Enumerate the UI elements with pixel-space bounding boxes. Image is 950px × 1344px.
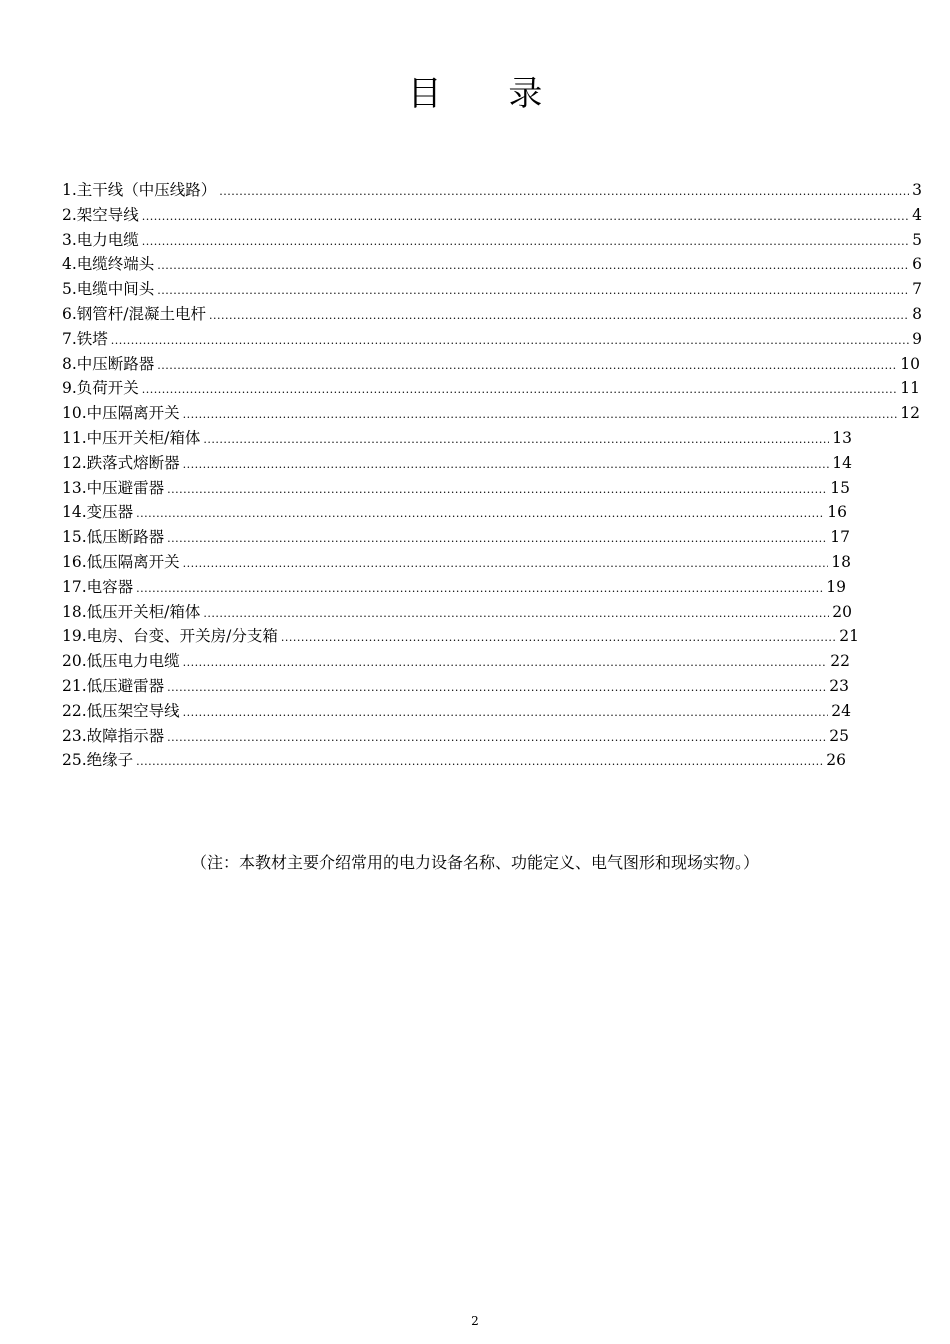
toc-entry[interactable] [62, 178, 922, 203]
page-number: 2 [471, 1314, 479, 1328]
toc-label: 10.中压隔离开关 [62, 404, 180, 423]
toc-label: 22.低压架空导线 [62, 701, 180, 720]
toc-label: 4.电缆终端头 [62, 255, 155, 274]
toc-page-number: 21 [839, 627, 859, 646]
toc-page-number: 20 [832, 602, 852, 621]
toc-label: 18.低压开关柜/箱体 [62, 602, 201, 621]
toc-label: 5.电缆中间头 [62, 280, 155, 299]
toc-label: 3.电力电缆 [62, 230, 139, 249]
toc-leader-dots [136, 750, 823, 775]
toc-leader-dots [167, 726, 826, 751]
toc-label: 15.低压断路器 [62, 528, 165, 547]
toc-entry[interactable] [62, 550, 851, 575]
toc-label: 14.变压器 [62, 503, 134, 522]
toc-page-number: 10 [900, 354, 920, 373]
toc-leader-dots [167, 676, 826, 701]
toc-page-number: 14 [832, 453, 852, 472]
toc-leader-dots [183, 403, 898, 428]
toc-label: 11.中压开关柜/箱体 [62, 428, 201, 447]
toc-entry[interactable] [62, 748, 846, 773]
toc-entry[interactable] [62, 252, 922, 277]
toc-entry[interactable] [62, 476, 850, 501]
toc-entry[interactable] [62, 674, 849, 699]
toc-page-number: 25 [829, 726, 849, 745]
toc-page-number: 7 [912, 280, 922, 299]
toc-leader-dots [142, 205, 909, 230]
toc-entry[interactable] [62, 327, 922, 352]
toc-leader-dots [183, 552, 829, 577]
toc-leader-dots [203, 602, 829, 627]
toc-entry[interactable] [62, 575, 846, 600]
toc-leader-dots [136, 502, 824, 527]
toc-leader-dots [209, 304, 909, 329]
toc-entry[interactable] [62, 352, 920, 377]
toc-page-number: 3 [912, 181, 922, 199]
toc-label: 23.故障指示器 [62, 726, 165, 745]
toc-page-number: 23 [829, 676, 849, 695]
toc-entry[interactable] [62, 203, 922, 228]
toc-leader-dots [183, 651, 828, 676]
toc-leader-dots [142, 378, 897, 403]
toc-leader-dots [203, 428, 829, 453]
toc-entry[interactable] [62, 649, 850, 674]
footnote: （注：本教材主要介绍常用的电力设备名称、功能定义、电气图形和现场实物。） [190, 853, 759, 872]
toc-page-number: 18 [831, 552, 851, 571]
toc-page-number: 5 [912, 230, 922, 249]
toc-entry[interactable] [62, 500, 847, 525]
toc-label: 8.中压断路器 [62, 354, 155, 373]
toc-leader-dots [142, 230, 909, 255]
toc-entry[interactable] [62, 699, 851, 724]
toc-label: 13.中压避雷器 [62, 478, 165, 497]
toc-label: 7.铁塔 [62, 329, 108, 348]
toc-page-number: 17 [830, 528, 850, 547]
page-title: 目 录 [407, 74, 571, 114]
toc-label: 6.钢管杆/混凝土电杆 [62, 304, 207, 323]
toc-leader-dots [167, 527, 827, 552]
toc-label: 12.跌落式熔断器 [62, 453, 180, 472]
toc-label: 19.电房、台变、开关房/分支箱 [62, 627, 278, 646]
toc-entry[interactable] [62, 426, 852, 451]
toc-label: 16.低压隔离开关 [62, 552, 180, 571]
toc-entry[interactable] [62, 451, 852, 476]
toc-entry[interactable] [62, 525, 850, 550]
toc-entry[interactable] [62, 401, 920, 426]
toc-label: 1.主干线（中压线路） [62, 181, 217, 199]
toc-page-number: 22 [830, 652, 850, 671]
toc-page-number: 15 [830, 478, 850, 497]
toc-page-number: 24 [831, 701, 851, 720]
toc-page-number: 4 [912, 205, 922, 224]
toc-label: 21.低压避雷器 [62, 676, 165, 695]
toc-page-number: 8 [912, 304, 922, 323]
toc-leader-dots [167, 478, 827, 503]
toc-label: 25.绝缘子 [62, 751, 134, 770]
toc-leader-dots [183, 701, 829, 726]
toc-entry[interactable] [62, 600, 852, 625]
toc-label: 2.架空导线 [62, 205, 139, 224]
toc-leader-dots [281, 626, 836, 651]
toc-leader-dots [111, 329, 909, 354]
table-of-contents [62, 178, 922, 773]
toc-page-number: 13 [832, 428, 852, 447]
toc-label: 20.低压电力电缆 [62, 652, 180, 671]
toc-page-number: 9 [912, 329, 922, 348]
toc-page-number: 6 [912, 255, 922, 274]
toc-entry[interactable] [62, 277, 922, 302]
toc-label: 9.负荷开关 [62, 379, 139, 398]
toc-page-number: 11 [900, 379, 920, 398]
toc-leader-dots [136, 577, 823, 602]
toc-leader-dots [183, 453, 830, 478]
toc-page-number: 26 [826, 751, 846, 770]
toc-label: 17.电容器 [62, 577, 134, 596]
toc-page-number: 12 [900, 404, 920, 423]
toc-leader-dots [219, 180, 909, 205]
toc-leader-dots [157, 354, 897, 379]
toc-leader-dots [157, 279, 909, 304]
toc-entry[interactable] [62, 228, 922, 253]
toc-entry[interactable] [62, 724, 849, 749]
toc-entry[interactable] [62, 302, 922, 327]
toc-leader-dots [157, 254, 909, 279]
toc-page-number: 16 [827, 503, 847, 522]
toc-page-number: 19 [826, 577, 846, 596]
toc-entry[interactable] [62, 376, 920, 401]
toc-entry[interactable] [62, 624, 859, 649]
